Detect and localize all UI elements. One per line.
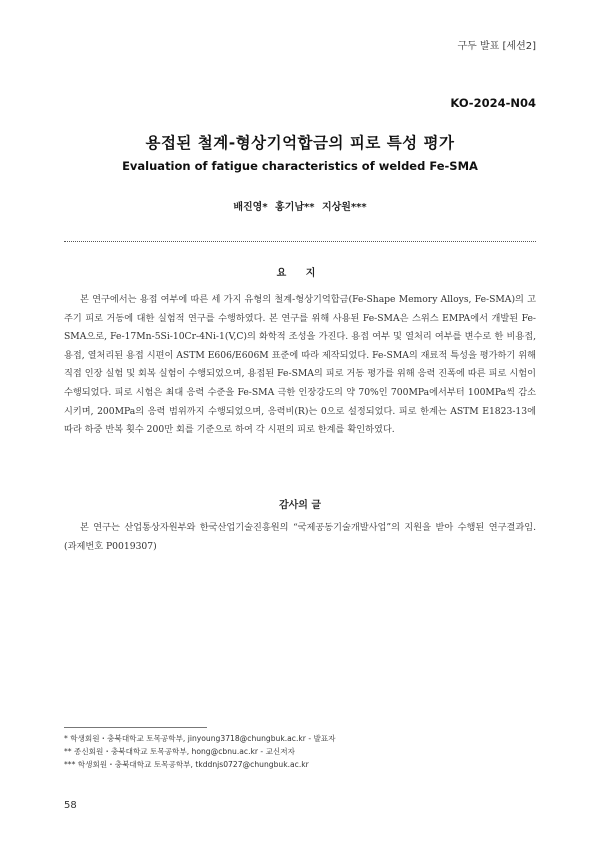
korean-title: 용접된 철계-형상기억합금의 피로 특성 평가 (145, 134, 455, 152)
page-number: 58 (64, 800, 77, 811)
abstract-body: 본 연구에서는 용접 여부에 따른 세 가지 유형의 철계-형상기억합금(Fe-Shape Memory Alloys, Fe-SMA)의 고주기 피로 거동에 대한 실험적 연구를 수행하였다. 본 연구를 위해 사용된 Fe-SMA은 스위스 EMPA에서 개발된 Fe-SMA으로, Fe-17Mn-5Si-10Cr-4Ni-1(V,C)의 화학적 조성을 가진다. 용접 여부 및 열처리 여부를 변수로 한 비용접, 용접, 열처리된 용접 시편이 ASTM E606/E606M 표준에 따라 제작되었다. Fe-SMA의 재료적 특성을 평가하기 위해 직접 인장 실험 및 회복 실험이 수행되었으며, 용접된 Fe-SMA의 피로 거동 평가를 위해 응력 진폭에 따른 피로 시험이 수행되었다. 피로 시험은 최대 응력 수준을 Fe-SMA 극한 인장강도의 약 70%인 700MPa에서부터 100MPa씩 감소시키며, 200MPa의 응력 범위까지 수행되었으며, 응력비(R)는 0으로 설정되었다. 피로 한계는 ASTM E1823-13에 따라 하중 반복 횟수 200만 회를 기준으로 하여 각 시편의 피로 한계를 확인하였다. (64, 294, 536, 436)
paper-code: KO-2024-N04 (450, 96, 536, 110)
english-title: Evaluation of fatigue characteristics of welded Fe-SMA (122, 159, 478, 173)
section-divider (64, 241, 536, 242)
footnote-rule (64, 727, 207, 728)
footnote-presenter: * 학생회원・충북대학교 토목공학부, jinyoung3718@chungbuk.ac.kr - 발표자 (64, 734, 336, 743)
abstract-heading: 요 지 (276, 268, 324, 279)
author-list: 배진영* 홍기남** 지상원*** (233, 202, 367, 213)
acknowledgement-body: 본 연구는 산업통상자원부와 한국산업기술진흥원의 “국제공동기술개발사업”의 지원을 받아 수행된 연구결과임. (과제번호 P0019307) (64, 522, 536, 552)
acknowledgement-heading: 감사의 글 (278, 500, 322, 511)
footnote-coauthor: *** 학생회원・충북대학교 토목공학부, tkddnjs0727@chungbuk.ac.kr (64, 760, 309, 769)
footnote-corresponding-author: ** 종신회원・충북대학교 토목공학부, hong@cbnu.ac.kr - 교신저자 (64, 747, 295, 756)
session-label: 구두 발표 [세션2] (457, 41, 536, 52)
